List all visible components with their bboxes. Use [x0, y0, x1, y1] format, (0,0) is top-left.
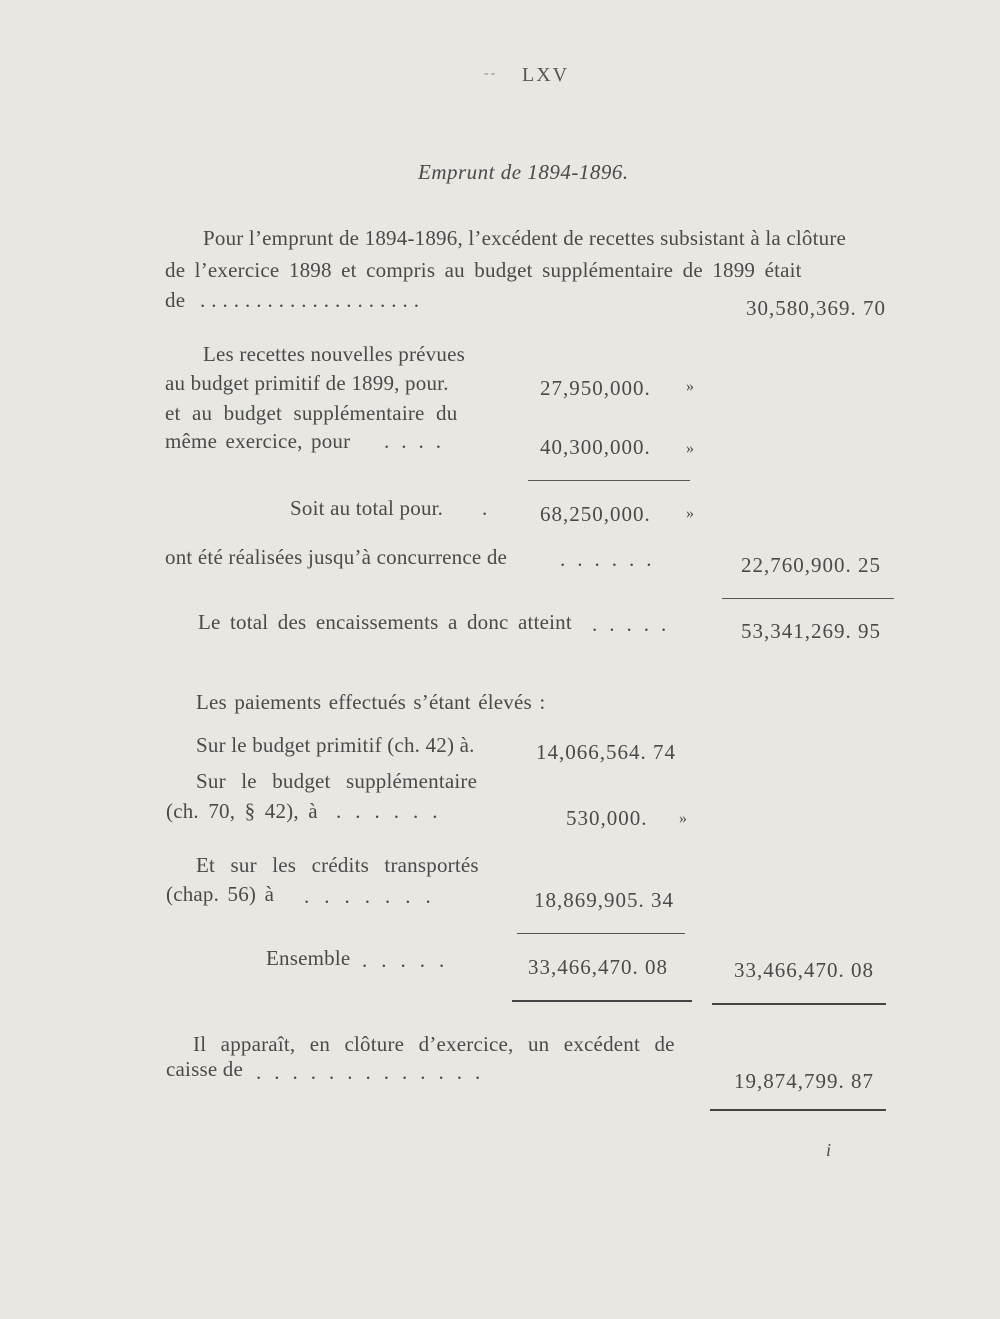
soit-total-amount: 68,250,000.	[540, 502, 651, 526]
encaissements-rule	[722, 598, 894, 599]
paiements-supp-mark: »	[679, 810, 688, 827]
paiements-supp-line-2: (ch. 70, § 42), à	[166, 799, 318, 823]
soit-total-mark: »	[686, 505, 695, 522]
recettes-line-1: Les recettes nouvelles prévues	[203, 342, 465, 366]
conclusion-leader: .............	[256, 1060, 494, 1084]
recettes-mark-1: »	[686, 378, 695, 395]
paiements-heading: Les paiements effectués s’étant élevés :	[196, 690, 546, 714]
recettes-amount-1: 27,950,000.	[540, 376, 651, 400]
signature-mark: i	[826, 1140, 832, 1160]
ensemble-amount: 33,466,470. 08	[528, 955, 668, 979]
recettes-mark-2: »	[686, 440, 695, 457]
paiements-credits-leader: .......	[304, 884, 446, 908]
ensemble-amount-right: 33,466,470. 08	[734, 958, 874, 982]
intro-line-3: de	[165, 288, 186, 312]
ensemble-leader: .....	[362, 948, 459, 972]
recettes-line-4: même exercice, pour	[165, 429, 351, 453]
conclusion-line-2: caisse de	[166, 1057, 244, 1081]
intro-line-1: Pour l’emprunt de 1894-1896, l’excédent de recettes subsistant à la clôture	[203, 226, 847, 250]
header-dash: --	[484, 66, 498, 81]
paiements-primitif-amount: 14,066,564. 74	[536, 740, 676, 764]
page-number: LXV	[522, 64, 570, 86]
paiements-supp-amount: 530,000.	[566, 806, 648, 830]
conclusion-rule	[710, 1109, 886, 1111]
soit-total-leader: .	[482, 496, 488, 520]
paiements-rule	[517, 933, 685, 934]
section-title: Emprunt de 1894-1896.	[418, 160, 629, 184]
ensemble-rule-left	[512, 1000, 692, 1002]
ensemble-rule-right	[712, 1003, 886, 1005]
conclusion-line-1: Il apparaît, en clôture d’exercice, un excédent de	[193, 1032, 675, 1056]
intro-line-2: de l’exercice 1898 et compris au budget supplémentaire de 1899 était	[165, 258, 802, 282]
recettes-line-2: au budget primitif de 1899, pour.	[165, 371, 449, 395]
encaissements-leader: .....	[592, 612, 679, 636]
recettes-leader-4: ....	[384, 429, 453, 453]
recettes-line-3: et au budget supplémentaire du	[165, 401, 458, 425]
encaissements-label: Le total des encaissements a donc atteint	[198, 610, 572, 634]
ensemble-label: Ensemble	[266, 946, 351, 970]
recettes-amount-2: 40,300,000.	[540, 435, 651, 459]
conclusion-amount: 19,874,799. 87	[734, 1069, 874, 1093]
paiements-supp-leader: ......	[336, 799, 452, 823]
realisees-amount: 22,760,900. 25	[741, 553, 881, 577]
paiements-credits-line-1: Et sur les crédits transportés	[196, 853, 479, 877]
intro-amount: 30,580,369. 70	[746, 296, 886, 320]
paiements-supp-line-1: Sur le budget supplémentaire	[196, 769, 478, 793]
paiements-credits-line-2: (chap. 56) à	[166, 882, 275, 906]
paiements-credits-amount: 18,869,905. 34	[534, 888, 674, 912]
paiements-primitif-label: Sur le budget primitif (ch. 42) à.	[196, 733, 475, 757]
intro-leader: ....................	[200, 288, 425, 312]
realisees-leader: ......	[560, 547, 664, 571]
subtotal-rule	[528, 480, 690, 481]
realisees-label: ont été réalisées jusqu’à concurrence de	[165, 545, 508, 569]
soit-total-label: Soit au total pour.	[290, 496, 444, 520]
encaissements-amount: 53,341,269. 95	[741, 619, 881, 643]
